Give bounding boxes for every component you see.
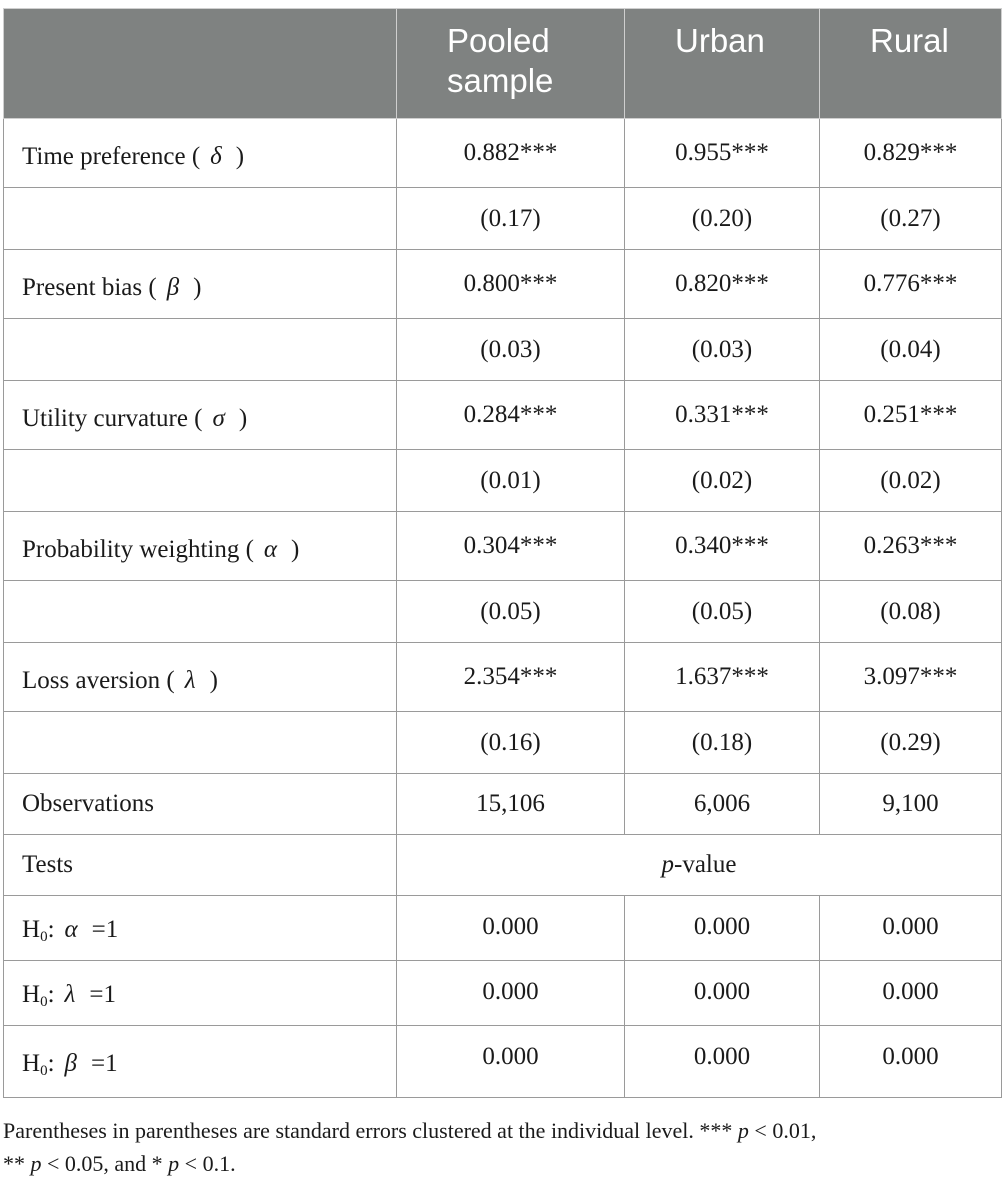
row-utility-curvature (4, 381, 1002, 450)
row-label: Utility curvature ( σ ) (4, 381, 397, 450)
delta-symbol: δ (210, 143, 222, 170)
se-rural: (0.02) (820, 450, 1002, 512)
alpha-symbol: α (64, 916, 78, 943)
estimate-rural: 0.263*** (820, 512, 1002, 581)
obs-urban: 6,006 (625, 774, 820, 835)
row-loss-aversion-se (4, 712, 1002, 774)
row-label: Loss aversion ( λ ) (4, 643, 397, 712)
pvalue-rural: 0.000 (820, 896, 1002, 961)
tests-label: Tests (4, 835, 397, 896)
estimate-urban: 0.340*** (625, 512, 820, 581)
header-pooled: Pooled sample (397, 9, 625, 119)
obs-rural: 9,100 (820, 774, 1002, 835)
hypothesis-label: $H_0$: β =1 (4, 1026, 397, 1098)
se-pooled: (0.01) (397, 450, 625, 512)
row-label: Present bias ( β ) (4, 250, 397, 319)
se-rural: (0.04) (820, 319, 1002, 381)
row-label: Observations (4, 774, 397, 835)
estimate-rural: 0.829*** (820, 119, 1002, 188)
se-rural: (0.27) (820, 188, 1002, 250)
se-pooled: (0.16) (397, 712, 625, 774)
lambda-symbol: λ (184, 667, 196, 694)
row-probability-weighting (4, 512, 1002, 581)
row-test-alpha (4, 896, 1002, 961)
row-test-lambda (4, 961, 1002, 1026)
estimate-pooled: 0.800*** (397, 250, 625, 319)
header-urban: Urban (625, 9, 820, 119)
row-time-preference (4, 119, 1002, 188)
se-pooled: (0.17) (397, 188, 625, 250)
estimate-rural: 3.097*** (820, 643, 1002, 712)
row-observations (4, 774, 1002, 835)
pvalue-rural: 0.000 (820, 961, 1002, 1026)
row-present-bias-se (4, 319, 1002, 381)
beta-symbol: β (166, 274, 180, 301)
hypothesis-label: $H_0$: α =1 (4, 896, 397, 961)
pvalue-urban: 0.000 (625, 1026, 820, 1098)
beta-symbol: β (64, 1049, 77, 1077)
se-urban: (0.20) (625, 188, 820, 250)
row-test-beta (4, 1026, 1002, 1098)
pvalue-pooled: 0.000 (397, 896, 625, 961)
se-pooled: (0.05) (397, 581, 625, 643)
lambda-symbol: λ (64, 981, 76, 1008)
se-urban: (0.03) (625, 319, 820, 381)
pvalue-urban: 0.000 (625, 896, 820, 961)
estimate-pooled: 0.882*** (397, 119, 625, 188)
estimate-pooled: 0.284*** (397, 381, 625, 450)
estimate-urban: 0.331*** (625, 381, 820, 450)
row-label: Time preference ( δ ) (4, 119, 397, 188)
header-rural: Rural (820, 9, 1002, 119)
estimate-pooled: 2.354*** (397, 643, 625, 712)
pvalue-pooled: 0.000 (397, 961, 625, 1026)
row-utility-curvature-se (4, 450, 1002, 512)
p-value-header: p-value (397, 835, 1002, 896)
estimate-urban: 0.820*** (625, 250, 820, 319)
se-pooled: (0.03) (397, 319, 625, 381)
row-loss-aversion (4, 643, 1002, 712)
header-corner (4, 9, 397, 119)
table-footnote: Parentheses in parentheses are standard errors clustered at the individual level. *** p < 0.01, ** p < 0.05, and * p < 0.1. (3, 1118, 817, 1176)
row-label: Probability weighting ( α ) (4, 512, 397, 581)
se-urban: (0.18) (625, 712, 820, 774)
row-tests-header (4, 835, 1002, 896)
row-probability-weighting-se (4, 581, 1002, 643)
row-present-bias (4, 250, 1002, 319)
header-row (4, 9, 1002, 119)
estimate-rural: 0.251*** (820, 381, 1002, 450)
pvalue-pooled: 0.000 (397, 1026, 625, 1098)
estimate-rural: 0.776*** (820, 250, 1002, 319)
se-rural: (0.29) (820, 712, 1002, 774)
pvalue-urban: 0.000 (625, 961, 820, 1026)
obs-pooled: 15,106 (397, 774, 625, 835)
estimate-urban: 0.955*** (625, 119, 820, 188)
row-time-preference-se (4, 188, 1002, 250)
alpha-symbol: α (263, 536, 278, 563)
estimate-urban: 1.637*** (625, 643, 820, 712)
se-urban: (0.02) (625, 450, 820, 512)
se-rural: (0.08) (820, 581, 1002, 643)
hypothesis-label: $H_0$: λ =1 (4, 961, 397, 1026)
pvalue-rural: 0.000 (820, 1026, 1002, 1098)
estimate-pooled: 0.304*** (397, 512, 625, 581)
results-table (3, 8, 1002, 1098)
se-urban: (0.05) (625, 581, 820, 643)
sigma-symbol: σ (212, 405, 225, 432)
